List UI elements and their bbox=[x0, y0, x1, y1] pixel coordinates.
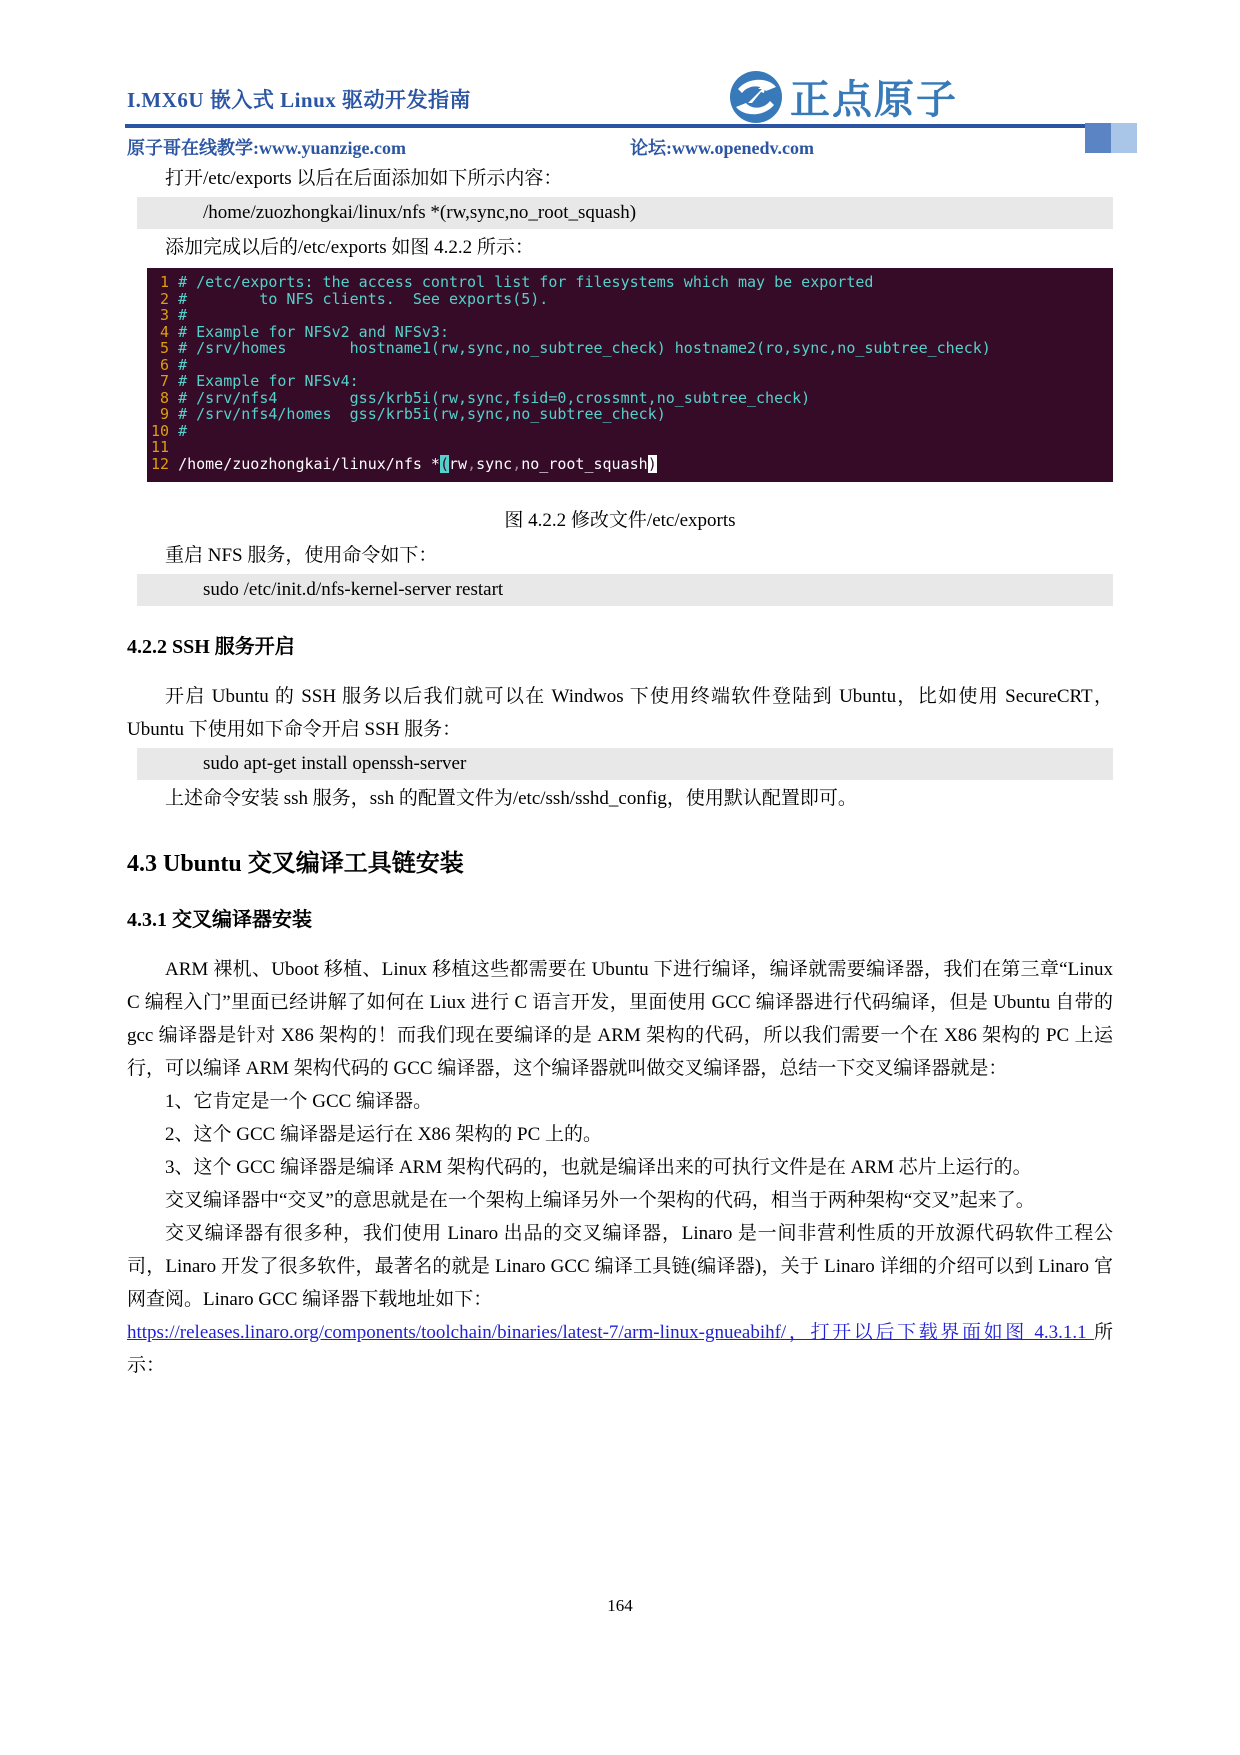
terminal-text-segment: # /etc/exports: the access control list for filesystems which may be exported bbox=[178, 273, 874, 291]
para-arm-intro: ARM 裸机、Uboot 移植、Linux 移植这些都需要在 Ubuntu 下进行编译，编译就需要编译器，我们在第三章“Linux C 编程入门”里面已经讲解了如何在 Liux 进行 C 语言开发，里面使用 GCC 编译器进行代码编译，但是 Ubuntu 自带的 gcc 编译器是针对 X86 架构的！而我们现在要编译的是 ARM 架构的代码，所以我们需要一个在 X86 架构的 PC 上运行，可以编译 ARM 架构代码的 GCC 编译器，这个编译器就叫做交叉编译器，总结一下交叉编译器就是： bbox=[127, 959, 1113, 1079]
terminal-text-segment: # /srv/nfs4 gss/krb5i(rw,sync,fsid=0,crossmnt,no_subtree_check) bbox=[178, 388, 811, 407]
terminal-line-number: 2 bbox=[160, 289, 170, 308]
terminal-line bbox=[151, 390, 1109, 407]
terminal-body bbox=[151, 274, 1109, 472]
brand-logo-text: 正点原子 bbox=[790, 78, 958, 122]
terminal-line bbox=[151, 340, 1109, 357]
terminal-line bbox=[151, 307, 1109, 324]
section-heading-422: 4.2.2 SSH 服务开启 bbox=[127, 636, 295, 658]
brand-logo bbox=[728, 68, 958, 125]
terminal-line bbox=[151, 373, 1109, 390]
terminal-text-segment: sync bbox=[476, 454, 513, 473]
terminal-text-segment: # /srv/homes hostname1(rw,sync,no_subtree_check) hostname2(ro,sync,no_subtree_check) bbox=[178, 339, 991, 357]
terminal-text-segment: , bbox=[512, 454, 522, 473]
terminal-line-number: 9 bbox=[160, 405, 170, 423]
page-number: 164 bbox=[607, 1596, 633, 1615]
para-download-link bbox=[127, 1316, 1113, 1382]
list-item-1: 1、它肯定是一个 GCC 编译器。 bbox=[165, 1091, 433, 1112]
brand-logo-icon bbox=[728, 69, 784, 125]
terminal-text-segment: ) bbox=[647, 454, 657, 473]
terminal-line bbox=[151, 291, 1109, 308]
linaro-download-link[interactable]: https://releases.linaro.org/components/toolchain/binaries/latest-7/arm-linux-gnueabihf/，打开以后下载界面如图 4.3.1.1 bbox=[127, 1322, 1094, 1343]
para-linaro: 交叉编译器有很多种，我们使用 Linaro 出品的交叉编译器，Linaro 是一间非营利性质的开放源代码软件工程公司，Linaro 开发了很多软件，最著名的就是 Linaro GCC 编译工具链(编译器)，关于 Linaro 详细的介绍可以到 Linaro 官网查阅。Linaro GCC 编译器下载地址如下： bbox=[127, 1223, 1113, 1310]
terminal-line-number: 8 bbox=[160, 388, 170, 407]
para-after-add: 添加完成以后的/etc/exports 如图 4.2.2 所示： bbox=[165, 237, 534, 258]
terminal-line bbox=[151, 357, 1109, 374]
terminal-text-segment: /home/zuozhongkai/linux/nfs * bbox=[178, 454, 440, 473]
doc-title: I.MX6U 嵌入式 Linux 驱动开发指南 bbox=[127, 88, 472, 112]
terminal-text-segment: # Example for NFSv2 and NFSv3: bbox=[178, 322, 449, 341]
para-open-exports: 打开/etc/exports 以后在后面添加如下所示内容： bbox=[165, 168, 563, 189]
terminal-line-number: 6 bbox=[160, 355, 170, 374]
terminal-line-number: 11 bbox=[151, 438, 170, 456]
forum-site-text: 论坛:www.openedv.com bbox=[630, 138, 814, 158]
terminal-text-segment: , bbox=[467, 454, 477, 473]
terminal-line-number: 5 bbox=[160, 339, 170, 357]
terminal-line bbox=[151, 439, 1109, 456]
terminal-line bbox=[151, 456, 1109, 473]
decor-square-light bbox=[1111, 123, 1137, 153]
terminal-text-segment: # bbox=[178, 421, 188, 440]
terminal-line bbox=[151, 324, 1109, 341]
terminal-line-number: 1 bbox=[160, 273, 170, 291]
para-ssh-intro: 开启 Ubuntu 的 SSH 服务以后我们就可以在 Windwos 下使用终端软件登陆到 Ubuntu，比如使用 SecureCRT，Ubuntu 下使用如下命令开启 SSH 服务： bbox=[127, 686, 1113, 740]
terminal-text-segment: # /srv/nfs4/homes gss/krb5i(rw,sync,no_subtree_check) bbox=[178, 405, 666, 423]
terminal-line-number: 4 bbox=[160, 322, 170, 341]
terminal-text-segment: no_root_squash bbox=[521, 454, 648, 473]
terminal-text-segment: rw bbox=[449, 454, 468, 473]
list-item-2: 2、这个 GCC 编译器是运行在 X86 架构的 PC 上的。 bbox=[165, 1124, 603, 1145]
terminal-screenshot bbox=[147, 268, 1113, 482]
section-heading-43: 4.3 Ubuntu 交叉编译工具链安装 bbox=[127, 851, 464, 877]
para-restart-nfs: 重启 NFS 服务，使用命令如下： bbox=[165, 545, 438, 566]
terminal-line bbox=[151, 406, 1109, 423]
page-header bbox=[0, 0, 1240, 162]
terminal-line-number: 3 bbox=[160, 306, 170, 324]
list-item-3: 3、这个 GCC 编译器是编译 ARM 架构代码的，也就是编译出来的可执行文件是在 ARM 芯片上运行的。 bbox=[165, 1157, 1032, 1178]
para-ssh-config: 上述命令安装 ssh 服务，ssh 的配置文件为/etc/ssh/sshd_config，使用默认配置即可。 bbox=[165, 788, 857, 809]
code-block-restart-nfs: sudo /etc/init.d/nfs-kernel-server restart bbox=[137, 574, 1113, 606]
after-link-text: 所示： bbox=[127, 1322, 1113, 1376]
decor-square-dark bbox=[1085, 123, 1111, 153]
terminal-line-number: 10 bbox=[151, 421, 170, 440]
terminal-text-segment: ( bbox=[439, 454, 449, 473]
terminal-text-segment: # Example for NFSv4: bbox=[178, 372, 359, 390]
teaching-site-text: 原子哥在线教学:www.yuanzige.com bbox=[127, 138, 406, 158]
terminal-line-number: 7 bbox=[160, 372, 170, 390]
terminal-line bbox=[151, 423, 1109, 440]
terminal-line-number: 12 bbox=[151, 454, 170, 473]
terminal-text-segment: # bbox=[178, 306, 188, 324]
terminal-text-segment: # to NFS clients. See exports(5). bbox=[178, 289, 549, 308]
section-heading-431: 4.3.1 交叉编译器安装 bbox=[127, 909, 312, 931]
code-block-exports-entry: /home/zuozhongkai/linux/nfs *(rw,sync,no_root_squash) bbox=[137, 197, 1113, 229]
header-divider bbox=[125, 124, 1118, 128]
terminal-text-segment: # bbox=[178, 355, 188, 374]
code-block-install-ssh: sudo apt-get install openssh-server bbox=[137, 748, 1113, 780]
figure-caption: 图 4.2.2 修改文件/etc/exports bbox=[504, 510, 736, 531]
terminal-line bbox=[151, 274, 1109, 291]
page-content bbox=[0, 162, 1240, 1382]
para-cross-meaning: 交叉编译器中“交叉”的意思就是在一个架构上编译另外一个架构的代码，相当于两种架构“交叉”起来了。 bbox=[165, 1190, 1035, 1211]
